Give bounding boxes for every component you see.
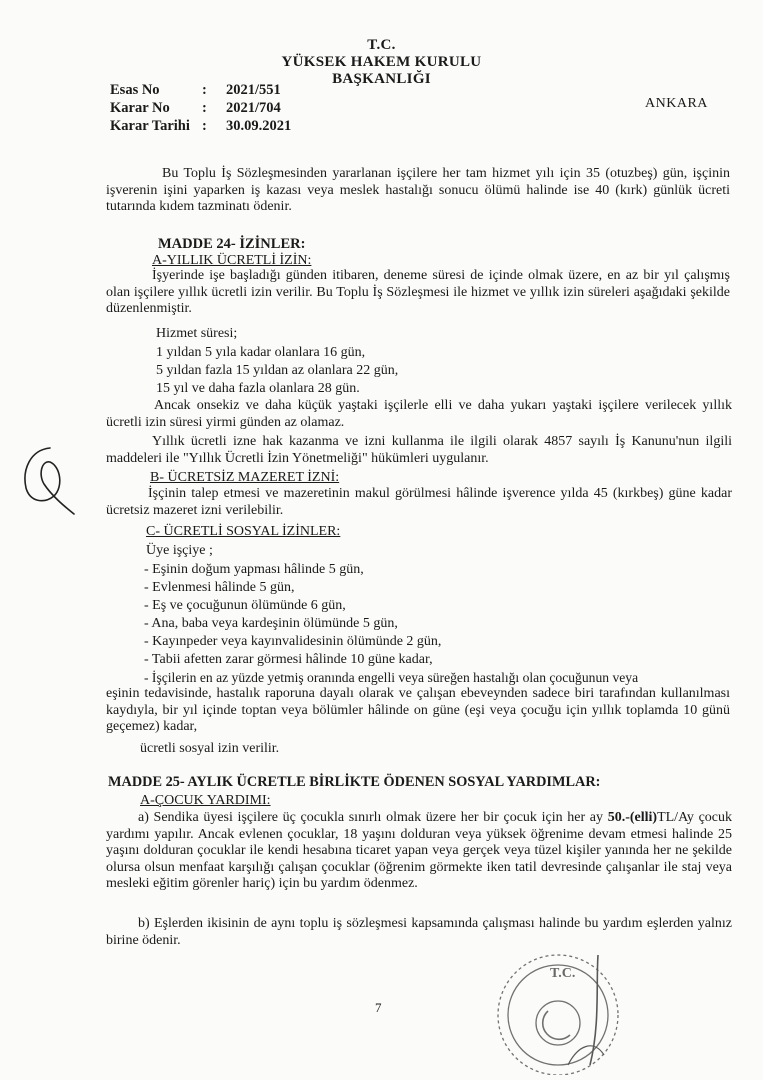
handwritten-signature <box>10 440 80 520</box>
child-allowance-amount: 50.-(elli) <box>607 810 658 825</box>
section-a-title: A-YILLIK ÜCRETLİ İZİN: <box>152 253 312 268</box>
colon: : <box>202 118 207 134</box>
case-meta <box>110 81 291 135</box>
article-25-title: MADDE 25- AYLIK ÜCRETLE BİRLİKTE ÖDENEN SOSYAL YARDIMLAR: <box>108 774 601 790</box>
service-tier-1: 1 yıldan 5 yıla kadar olanlara 16 gün, <box>156 345 366 360</box>
social-leave-parent-death: - Ana, baba veya kardeşinin ölümünde 5 gün, <box>144 616 398 631</box>
karar-row <box>110 99 291 117</box>
social-leave-spouse-death: - Eş ve çocuğunun ölümünde 6 gün, <box>144 598 346 613</box>
social-leave-disaster: - Tabii afetten zarar görmesi hâlinde 10 güne kadar, <box>144 652 433 667</box>
colon: : <box>202 82 207 98</box>
annual-leave-paragraph: İşyerinde işe başladığı günden itibaren, deneme süresi de içinde olmak üzere, en az bir yıl çalışmış olan işçilere yıllık ücretli izin verilir. Bu Toplu İş Sözleşmesi ile hizmet ve yıllık izin süreleri aşağıdaki şekilde düzenlenmiştir. <box>106 268 730 316</box>
esas-value: 2021/551 <box>226 82 281 98</box>
child-allowance-paragraph <box>106 810 732 893</box>
header-tc: T.C. <box>367 37 396 53</box>
official-seal-icon <box>478 945 628 1075</box>
member-worker-label: Üye işçiye ; <box>146 543 213 558</box>
header-presidency: BAŞKANLIĞI <box>332 71 431 87</box>
tarih-row <box>110 117 291 135</box>
unpaid-leave-paragraph: İşçinin talep etmesi ve mazeretinin makul görülmesi hâlinde işverence yılda 45 (kırkbeş) güne kadar ücretsiz mazeret izni verilebilir. <box>106 486 732 518</box>
service-period-label: Hizmet süresi; <box>156 326 238 341</box>
social-leave-marriage: - Evlenmesi hâlinde 5 gün, <box>144 580 295 595</box>
age-rule-paragraph: Ancak onsekiz ve daha küçük yaştaki işçilerle elli ve daha yukarı yaştaki işçilere verilecek yıllık ücretli izin süresi yirmi günden az olamaz. <box>106 398 732 430</box>
tarih-value: 30.09.2021 <box>226 118 292 134</box>
social-leave-disability-first: - İşçilerin en az yüzde yetmiş oranında engelli veya süreğen hastalığı olan çocuğunun veya <box>144 670 639 685</box>
child-allowance-title: A-ÇOCUK YARDIMI: <box>140 793 271 808</box>
header-institution: YÜKSEK HAKEM KURULU <box>281 54 482 70</box>
karar-label: Karar No <box>110 100 170 116</box>
spouse-rule-paragraph: b) Eşlerden ikisinin de aynı toplu iş sözleşmesi kapsamında çalışması halinde bu yardım eşlerden yalnız birine ödenir. <box>106 916 732 948</box>
esas-row <box>110 81 291 99</box>
regulation-paragraph: Yıllık ücretli izne hak kazanma ve izni kullanma ile ilgili olarak 4857 sayılı İş Kanunu'nun ilgili maddeleri ile "Yıllık Ücretli İzin Yönetmeliği" hükümleri uygulanır. <box>106 434 732 466</box>
social-leave-inlaw-death: - Kayınpeder veya kayınvalidesinin ölümünde 2 gün, <box>144 634 442 649</box>
colon: : <box>202 100 207 116</box>
article-24-title: MADDE 24- İZİNLER: <box>158 236 306 252</box>
service-tier-2: 5 yıldan fazla 15 yıldan az olanlara 22 gün, <box>156 363 399 378</box>
service-tier-3: 15 yıl ve daha fazla olanlara 28 gün. <box>156 381 360 396</box>
social-leave-disability-rest: eşinin tedavisinde, hastalık raporuna dayalı olarak ve çalışan ebeveynden sadece biri tarafından kullanılması kaydıyla, bir yıl içinde toptan veya bölümler hâlinde on güne (eşi veya çocuğu için yıllık toplamda 10 günü geçemez) kadar, <box>106 686 730 734</box>
city: ANKARA <box>645 96 708 111</box>
child-allowance-text-a: a) Sendika üyesi işçilere üç çocukla sınırlı olmak üzere her bir çocuk için her ay <box>138 810 608 825</box>
social-leave-closing: ücretli sosyal izin verilir. <box>140 741 280 756</box>
esas-label: Esas No <box>110 82 160 98</box>
section-c-title: C- ÜCRETLİ SOSYAL İZİNLER: <box>146 524 341 539</box>
seal-tc-text: T.C. <box>550 966 576 981</box>
page-number: 7 <box>375 1000 382 1015</box>
child-allowance-text-b: TL/Ay çocuk yardımı yapılır. Ancak evlenen çocuklar, 18 yaşını dolduran veya yüksek öğrenime devam etmesi halinde 25 yaşını dolduran çocuklar ile kendi hesabına ticaret yapan veya gerçek veya tüzel kişiler yanında her ne şekilde olursa olsun menfaat karşılığı çalışan çocuklar (öğrenim görmekte iken tatil devresinde çalışanlar ile staj veya mesleki eğitim görenler hariç) için bu yardım ödenmez. <box>106 810 732 891</box>
social-leave-birth: - Eşinin doğum yapması hâlinde 5 gün, <box>144 562 364 577</box>
intro-paragraph: Bu Toplu İş Sözleşmesinden yararlanan işçilere her tam hizmet yılı için 35 (otuzbeş) gün, işçinin işverenin işini yaparken iş kazası veya meslek hastalığı sonucu ölümü halinde ise 40 (kırk) günlük ücreti tutarında kıdem tazminatı ödenir. <box>106 166 730 214</box>
tarih-label: Karar Tarihi <box>110 118 190 134</box>
karar-value: 2021/704 <box>226 100 281 116</box>
section-b-title: B- ÜCRETSİZ MAZERET İZNİ: <box>150 470 340 485</box>
